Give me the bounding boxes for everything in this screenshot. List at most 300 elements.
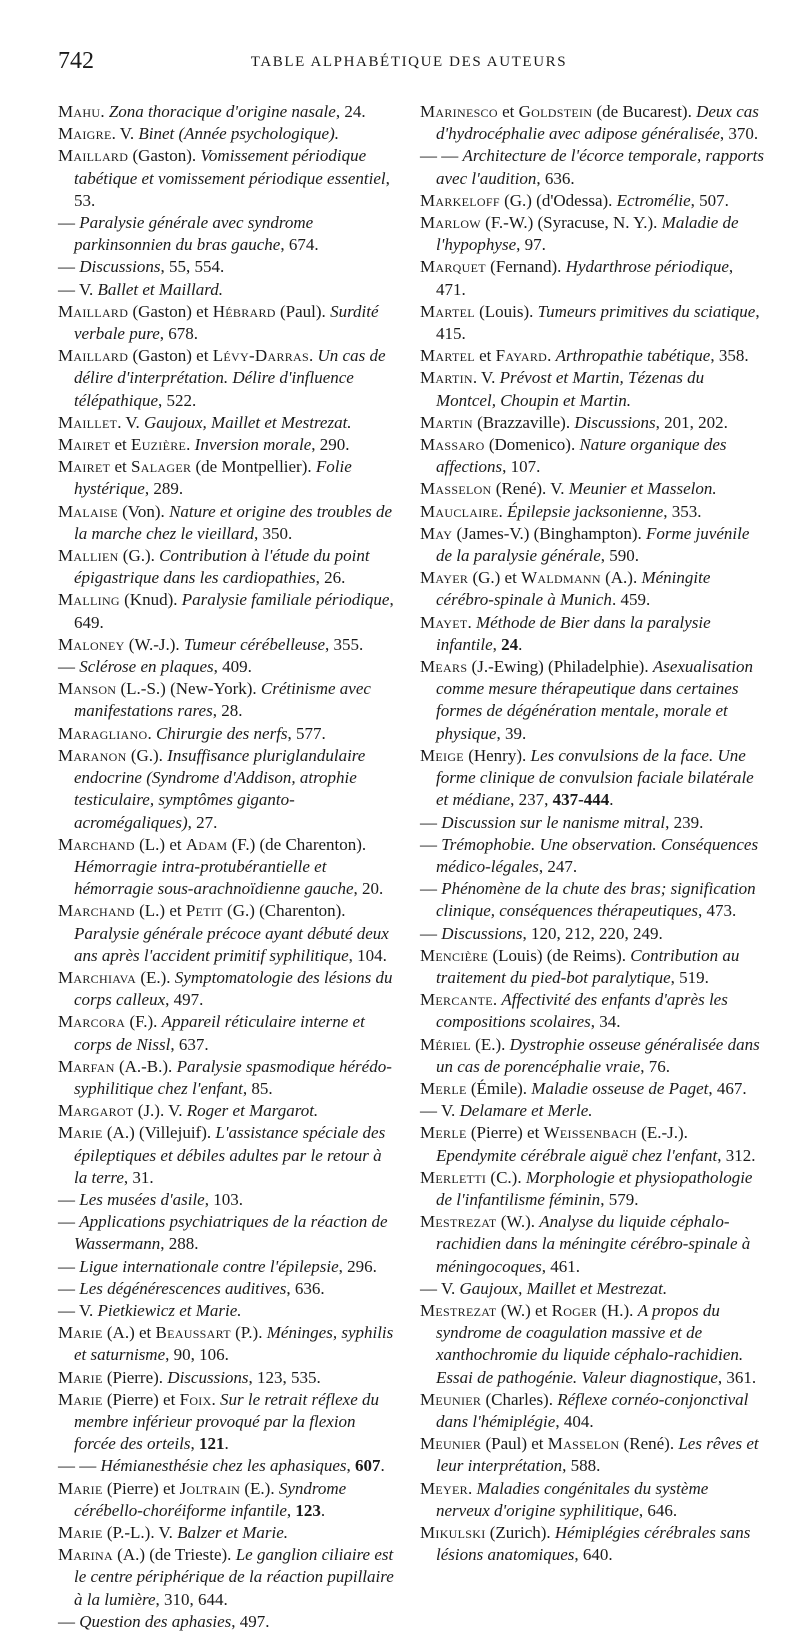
entry-text: , 588. (562, 1456, 601, 1476)
entry-text: , 649. (74, 590, 394, 632)
entry-text: , 27. (187, 812, 218, 832)
entry-text: (Knud). (119, 590, 182, 610)
index-entry (58, 1522, 395, 1544)
entry-text: , (346, 1456, 355, 1476)
index-entry (420, 101, 765, 145)
index-entry (58, 1122, 395, 1189)
entry-text: Marie (58, 1478, 103, 1498)
index-entry (58, 412, 395, 434)
index-entry (58, 1367, 395, 1389)
entry-text: Maladie de l'hypophyse (436, 213, 739, 255)
entry-text: Maigre (58, 124, 112, 144)
entry-text: (E.). (470, 1034, 510, 1054)
entry-text: , 123, 535. (248, 1367, 321, 1387)
entry-text: (L.-S.) (New-York). (116, 679, 261, 699)
entry-text: Discussion sur le nanisme mitral (441, 812, 666, 832)
entry-text: (P.-L.). V. (102, 1523, 178, 1542)
index-entry (58, 434, 395, 456)
index-entry (420, 1389, 765, 1433)
entry-text: Meige (420, 745, 464, 765)
entry-text: , 201, 202. (655, 412, 728, 432)
entry-text: , 636. (536, 168, 575, 188)
entry-text: — — (420, 146, 463, 166)
entry-text: , 640. (574, 1545, 613, 1565)
entry-text: . 459. (611, 590, 651, 610)
entry-text: (J.). V. (133, 1101, 187, 1121)
entry-text: Maranon (58, 745, 127, 765)
entry-text: Masselon (547, 1434, 620, 1454)
entry-text: Malling (58, 590, 120, 610)
index-entry (58, 656, 395, 678)
entry-text: 24 (501, 634, 519, 654)
entry-text: , 350. (254, 523, 293, 543)
entry-text: (A.) et (102, 1323, 156, 1343)
entry-text: , 120, 212, 220, 249. (522, 923, 663, 943)
entry-text: — (58, 257, 80, 277)
entry-text: (G.) et (468, 568, 522, 588)
entry-text: (Zurich). (485, 1523, 555, 1542)
entry-text: — (58, 1611, 80, 1631)
entry-text: , 678. (159, 324, 199, 344)
entry-text: Marina (58, 1545, 113, 1565)
entry-text: Folie hystérique (74, 457, 352, 499)
entry-text: Salager (131, 457, 192, 477)
running-title: TABLE ALPHABÉTIQUE DES AUTEURS (250, 54, 568, 70)
entry-text: Mauclaire (420, 501, 499, 521)
entry-text: , 237, (510, 790, 553, 810)
entry-text: Meyer (420, 1478, 468, 1498)
entry-text: (de Montpellier). (191, 457, 316, 477)
entry-text: . V. (111, 124, 139, 144)
entry-text: Morphologie et physiopathologie de l'infantilisme féminin (436, 1167, 753, 1209)
index-entry (420, 945, 765, 989)
index-entry (58, 1455, 395, 1477)
entry-text: Maillard (58, 146, 129, 166)
entry-text: , 26. (315, 568, 346, 588)
entry-text: — — (58, 1456, 101, 1476)
entry-text: (Pierre) et (466, 1123, 544, 1143)
entry-text: Architecture de l'écorce temporale, rapports avec l'audition (436, 146, 765, 188)
entry-text: . (147, 723, 156, 743)
entry-text: (C.). (486, 1167, 526, 1187)
entry-text: Mestrezat (420, 1300, 497, 1320)
entry-text: Maladie osseuse de Paget (531, 1078, 709, 1098)
entry-text: Hémiplégies cérébrales sans lésions anatomiques (436, 1523, 751, 1565)
entry-text: , 31. (123, 1167, 154, 1187)
index-entry (58, 279, 395, 301)
entry-text: (Domenico). (484, 435, 580, 455)
entry-text: Mayet (420, 612, 468, 632)
page-header (58, 48, 760, 78)
index-entry (420, 1433, 765, 1477)
entry-text: Nature et origine des troubles de la marche chez le vieillard (74, 501, 393, 543)
entry-text: Mikulski (420, 1523, 486, 1542)
entry-text: Marie (58, 1323, 103, 1343)
entry-text: (René). V. (491, 479, 569, 499)
entry-text: Marchand (58, 834, 135, 854)
index-entry (58, 1211, 395, 1255)
entry-text: (E.-J.). (636, 1123, 688, 1143)
entry-text: Sclérose en plaques (79, 657, 214, 677)
entry-text: (de Bucarest). (592, 102, 697, 121)
entry-text: (A.). (600, 568, 642, 588)
entry-text: Méthode de Bier dans la paralysie infantile (436, 612, 711, 654)
index-entry (58, 1100, 395, 1122)
entry-text: Les musées d'asile (79, 1189, 205, 1209)
page-number: 742 (58, 48, 94, 74)
entry-text: (Louis) (de Reims). (488, 945, 631, 965)
entry-text: (Henry). (463, 745, 531, 765)
entry-text: , 507. (690, 190, 729, 210)
entry-text: Asexualisation comme mesure thérapeutique dans certaines formes de dégénération mentale, morale et physique (436, 657, 753, 743)
entry-text: Martel (420, 301, 475, 321)
entry-text: Goldstein (518, 102, 593, 121)
index-entry (58, 101, 395, 123)
entry-text: Insuffisance pluriglandulaire endocrine (Syndrome d'Addison, atrophie testiculaire, symptômes giganto-acromégaliques) (74, 745, 366, 832)
entry-text: — V. (420, 1278, 460, 1298)
index-entry (420, 190, 765, 212)
entry-text: , 577. (287, 723, 326, 743)
entry-text: Martin (420, 368, 473, 388)
entry-text: , 355. (325, 634, 364, 654)
entry-text: — (420, 812, 442, 832)
entry-text: 437-444 (552, 790, 610, 810)
entry-text: , 20. (353, 879, 384, 899)
entry-text: , 239. (665, 812, 704, 832)
entry-text: Margarot (58, 1101, 134, 1121)
index-entry (420, 1278, 765, 1300)
entry-text: Mahu (58, 102, 101, 121)
entry-text: Balzer et Marie. (177, 1523, 289, 1542)
entry-text: . (186, 435, 195, 455)
index-entry (58, 1011, 395, 1055)
entry-text: Maillard (58, 301, 129, 321)
entry-text: Dystrophie osseuse généralisée dans un cas de porencéphalie vraie (436, 1034, 760, 1076)
entry-text: . (498, 501, 507, 521)
entry-text: Mears (420, 657, 468, 677)
entry-text: Les convulsions de la face. Une forme clinique de convulsion faciale bilatérale et médiane (436, 745, 754, 810)
entry-text: et (110, 457, 132, 477)
entry-text: , 28. (212, 701, 243, 721)
index-entry (58, 345, 395, 412)
entry-text: Marie (58, 1367, 103, 1387)
entry-text: Maillet (58, 412, 118, 432)
index-entry (420, 834, 765, 878)
index-entry (420, 745, 765, 812)
entry-text: Waldmann (521, 568, 601, 588)
entry-text: Mayer (420, 568, 469, 588)
index-entry (58, 900, 395, 967)
index-entry (58, 745, 395, 834)
entry-text: Ectromélie (616, 190, 691, 210)
entry-text: Discussions (167, 1367, 249, 1387)
entry-text: — (58, 657, 80, 677)
entry-text: Paralysie générale avec syndrome parkinsonnien du bras gauche (74, 213, 314, 255)
entry-text: . (492, 990, 502, 1010)
entry-text: , 473. (698, 901, 737, 921)
index-entry (58, 678, 395, 722)
entry-text: , 636. (286, 1278, 325, 1298)
index-entry (420, 989, 765, 1033)
entry-text: , 497. (165, 990, 204, 1010)
entry-text: Mestrezat (420, 1212, 497, 1232)
entry-text: . (380, 1456, 385, 1476)
entry-text: Roger et Margarot. (186, 1101, 319, 1121)
entry-text: Réflexe cornéo-conjonctival dans l'hémiplégie (436, 1389, 749, 1431)
entry-text: Mairet (58, 435, 111, 455)
entry-text: Paralysie familiale périodique (181, 590, 390, 610)
entry-text: — V. (420, 1101, 460, 1121)
index-entry (420, 1100, 765, 1122)
entry-text: (G.). (118, 546, 160, 566)
entry-text: Question des aphasies (79, 1611, 232, 1631)
entry-text: Adam (185, 834, 228, 854)
entry-text: Syndrome cérébello-choréiforme infantile (74, 1478, 347, 1520)
index-entry (420, 1078, 765, 1100)
index-entry (58, 834, 395, 901)
entry-text: Marie (58, 1123, 103, 1143)
entry-text: Zona thoracique d'origine nasale (108, 102, 336, 121)
entry-text: , 296. (338, 1256, 377, 1276)
entry-text: Martel (420, 346, 475, 366)
entry-text: (Gaston) et (128, 301, 213, 321)
entry-text: (Gaston). (128, 146, 201, 166)
entry-text: Hémorragie intra-protubérantielle et hémorragie sous-arachnoïdienne gauche (74, 856, 354, 899)
entry-text: . V. (472, 368, 500, 388)
index-entry (420, 656, 765, 745)
entry-text: Le ganglion ciliaire est le centre périphérique de la réaction pupillaire à la lumière (74, 1545, 394, 1609)
entry-text: Hémianesthésie chez les aphasiques (100, 1456, 347, 1476)
entry-text: Méningite cérébro-spinale à Munich (436, 568, 711, 610)
entry-text: , (492, 634, 502, 654)
entry-text: Prévost et Martin, Tézenas du Montcel, Choupin et Martin. (436, 368, 705, 410)
entry-text: . (518, 634, 523, 654)
entry-text: Marchand (58, 901, 135, 921)
entry-text: L'assistance spéciale des épileptiques et débiles adultes par le retour à la terre (74, 1123, 386, 1187)
index-entry (58, 1544, 395, 1611)
entry-text: Manson (58, 679, 117, 699)
entry-text: — (58, 1212, 80, 1232)
entry-text: Markeloff (420, 190, 500, 210)
entry-text: (A.) (de Trieste). (112, 1545, 236, 1565)
entry-text: Fayard (495, 346, 548, 366)
entry-text: Foix (179, 1389, 212, 1409)
entry-text: , 107. (502, 457, 541, 477)
entry-text: , 579. (600, 1189, 639, 1209)
entry-text: Marie (58, 1523, 103, 1542)
index-entry (420, 1478, 765, 1522)
entry-text: Hydarthrose périodique (565, 257, 729, 277)
entry-text: — (58, 213, 80, 233)
index-entry (420, 1034, 765, 1078)
entry-text: Marquet (420, 257, 486, 277)
entry-text: , 97. (516, 235, 546, 255)
entry-text: . (609, 790, 614, 810)
entry-text: et (110, 435, 132, 455)
entry-text: , 467. (708, 1078, 747, 1098)
entry-text: (Gaston) et (128, 346, 213, 366)
entry-text: , 312. (717, 1145, 756, 1165)
entry-text: Gaujoux, Maillet et Mestrezat. (143, 412, 352, 432)
entry-text: Gaujoux, Maillet et Mestrezat. (459, 1278, 668, 1298)
entry-text: , 24. (335, 102, 366, 121)
entry-text: Méninges, syphilis et saturnisme (74, 1323, 394, 1365)
index-entry (58, 545, 395, 589)
index-entry (420, 501, 765, 523)
entry-text: . (320, 1500, 326, 1520)
entry-text: , 361. (717, 1367, 757, 1387)
index-entry (58, 212, 395, 256)
entry-text: , 310, 644. (155, 1589, 228, 1609)
entry-text: 123 (295, 1500, 321, 1520)
index-entry (420, 1211, 765, 1278)
entry-text: , 471. (436, 257, 734, 299)
index-entry (58, 1300, 395, 1322)
entry-text: , 370. (719, 124, 759, 144)
entry-text: A propos du syndrome de coagulation massive et de xanthochromie du liquide céphalo-rachidien. Essai de pathogénie. Valeur diagnostique (436, 1300, 744, 1387)
entry-text: Marie (58, 1389, 103, 1409)
entry-text: May (420, 523, 453, 543)
entry-text: Contribution à l'étude du point épigastrique dans les cardiopathies (74, 546, 370, 588)
entry-text: Marfan (58, 1056, 115, 1076)
entry-text: — (58, 1278, 80, 1298)
entry-text: Trémophobie. Une observation. Conséquences médico-légales (436, 834, 759, 876)
entry-text: , 290. (311, 435, 350, 455)
entry-text: Maladies congénitales du système nerveux d'origine syphilitique (436, 1478, 709, 1520)
entry-text: Martin (420, 412, 473, 432)
entry-text: — (58, 1256, 80, 1276)
entry-text: Malaise (58, 501, 118, 521)
entry-text: Paralysie spasmodique hérédo-syphilitique chez l'enfant (74, 1056, 392, 1098)
entry-text: — (420, 834, 442, 854)
entry-text: , 247. (538, 856, 578, 876)
index-entry (420, 812, 765, 834)
index-entry (420, 923, 765, 945)
entry-text: Vomissement périodique tabétique et vomissement périodique essentiel (74, 146, 386, 188)
entry-text: Ligue internationale contre l'épilepsie (79, 1256, 339, 1276)
entry-text: Lévy-Darras (212, 346, 310, 366)
entry-text: Ependymite cérébrale aiguë chez l'enfant (436, 1145, 718, 1165)
entry-text: . (224, 1434, 229, 1454)
entry-text: — (420, 879, 442, 899)
entry-text: (Paul). (275, 301, 331, 321)
entry-text: Pietkiewicz et Marie. (97, 1300, 242, 1320)
entry-text: — (420, 923, 442, 943)
index-entry (420, 878, 765, 922)
index-entry (420, 612, 765, 656)
entry-text: Sur le retrait réflexe du membre inférieur provoqué par la flexion forcée des orteils (74, 1389, 379, 1454)
entry-text: (Pierre) et (102, 1478, 180, 1498)
entry-text: . (100, 102, 109, 121)
index-entry (420, 434, 765, 478)
entry-text: (G.). (126, 745, 168, 765)
index-entry (58, 634, 395, 656)
entry-text: . V. (117, 412, 144, 432)
entry-text: (Émile). (466, 1078, 532, 1098)
entry-text: , 85. (242, 1078, 273, 1098)
index-entry (58, 456, 395, 500)
index-entry (420, 1522, 765, 1566)
index-entry (58, 301, 395, 345)
entry-text: (F.-W.) (Syracuse, N. Y.). (480, 213, 662, 233)
entry-text: (A.-B.). (114, 1056, 177, 1076)
entry-text: , 461. (541, 1256, 581, 1276)
index-entry (58, 123, 395, 145)
entry-text: (F.). (125, 1012, 162, 1032)
entry-text: , 497. (231, 1611, 270, 1631)
entry-text: (Von). (117, 501, 170, 521)
index-entry (58, 256, 395, 278)
entry-text: , 103. (204, 1189, 243, 1209)
entry-text: (F.) (de Charenton). (227, 834, 367, 854)
index-entry (58, 1056, 395, 1100)
index-entry (58, 1322, 395, 1366)
entry-text: Marinesco (420, 102, 498, 121)
entry-text: Mériel (420, 1034, 471, 1054)
entry-text: Crétinisme avec manifestations rares (74, 679, 371, 721)
right-column (420, 101, 765, 1566)
entry-text: Maragliano (58, 723, 148, 743)
entry-text: Contribution au traitement du pied-bot paralytique (436, 945, 740, 987)
entry-text: (L.) et (134, 834, 186, 854)
entry-text: , 674. (280, 235, 319, 255)
entry-text: Mencière (420, 945, 489, 965)
entry-text: Discussions (79, 257, 161, 277)
entry-text: Hébrard (212, 301, 276, 321)
entry-text: Analyse du liquide céphalo-rachidien dans la méningite cérébro-spinale à méningocoques (436, 1212, 751, 1276)
entry-text: (Brazzaville). (472, 412, 575, 432)
index-entry (420, 212, 765, 256)
entry-text: . (309, 346, 318, 366)
entry-text: Weissenbach (543, 1123, 637, 1143)
entry-text: Tumeurs primitives du sciatique (537, 301, 756, 321)
entry-text: (W.-J.). (124, 634, 184, 654)
entry-text: , (190, 1434, 199, 1454)
index-entry (420, 523, 765, 567)
entry-text: (René). (619, 1434, 679, 1454)
index-entry (58, 1478, 395, 1522)
entry-text: , 288. (160, 1234, 199, 1254)
entry-text: , 289. (144, 479, 184, 499)
entry-text: Binet (Année psychologique). (138, 124, 339, 144)
entry-text: , 522. (158, 390, 197, 410)
entry-text: . (211, 1389, 221, 1409)
entry-text: Les dégénérescences auditives (79, 1278, 287, 1298)
entry-text: , 53. (74, 168, 390, 210)
entry-text: (Louis). (474, 301, 538, 321)
entry-text: — V. (58, 279, 98, 299)
entry-text: (L.) et (134, 901, 186, 921)
entry-text: Paralysie générale précoce ayant débuté deux ans après l'accident primitif syphilitique (74, 923, 389, 965)
entry-text: Surdité verbale pure (74, 301, 379, 344)
entry-text: , 55, 554. (160, 257, 225, 277)
entry-text: (A.) (Villejuif). (102, 1123, 216, 1143)
entry-text: (W.). (496, 1212, 540, 1232)
index-entry (58, 1256, 395, 1278)
entry-text: (E.). (240, 1478, 279, 1498)
entry-text: (W.) et (496, 1300, 552, 1320)
index-entry (58, 1389, 395, 1456)
entry-text: Phénomène de la chute des bras; signification clinique, conséquences thérapeutiques (436, 879, 756, 921)
index-entry (420, 1122, 765, 1166)
entry-text: , (286, 1500, 296, 1520)
entry-text: , 415. (436, 301, 760, 344)
entry-text: , 590. (600, 546, 640, 566)
entry-text: Maloney (58, 634, 125, 654)
entry-text: Chirurgie des nerfs (155, 723, 288, 743)
entry-text: Ballet et Maillard. (97, 279, 223, 299)
entry-text: , 358. (710, 346, 749, 366)
